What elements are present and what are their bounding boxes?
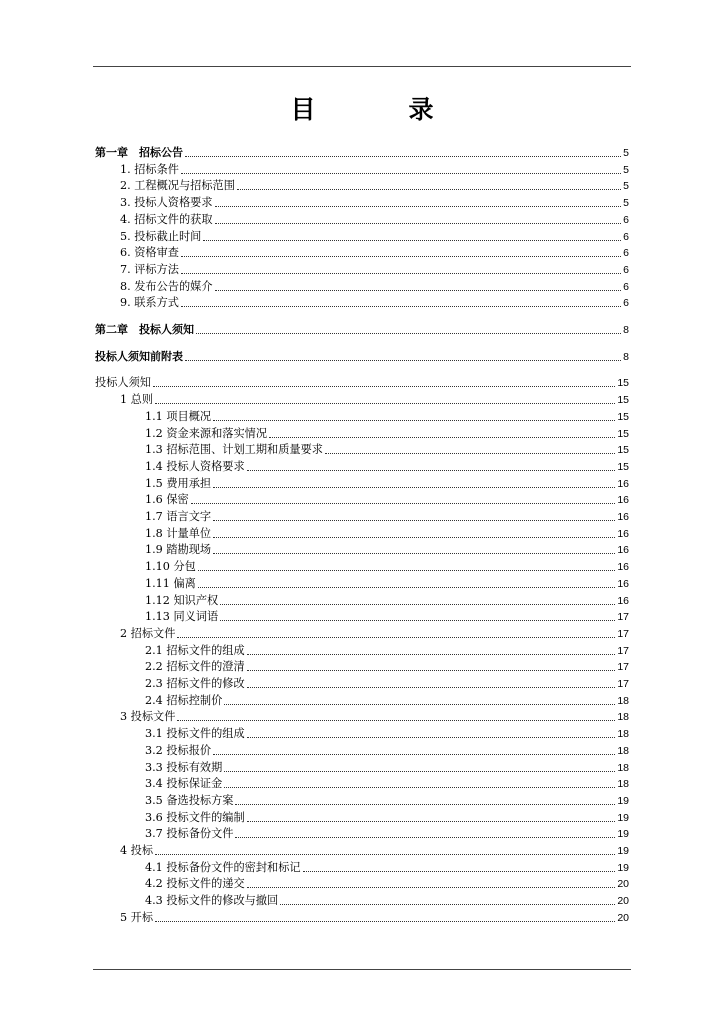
toc-entry-title: 2. 工程概况与招标范围 — [120, 179, 235, 193]
toc-entry[interactable] — [120, 261, 629, 277]
toc-entry-title: 1.1 项目概况 — [145, 409, 212, 423]
toc-dot-leader — [155, 921, 615, 922]
toc-entry-title: 2 招标文件 — [120, 626, 176, 640]
toc-dot-leader — [247, 670, 616, 671]
toc-entry-title: 2.2 招标文件的澄清 — [145, 660, 245, 674]
toc-page-number: 6 — [623, 213, 629, 226]
toc-dot-leader — [215, 223, 622, 224]
toc-dot-leader — [213, 487, 615, 488]
toc-dot-leader — [303, 871, 616, 872]
toc-entry-title: 4 投标 — [120, 844, 154, 857]
toc-page-number: 19 — [617, 845, 629, 857]
toc-entry-title: 1.7 语言文字 — [145, 510, 212, 523]
toc-dot-leader — [247, 470, 616, 471]
toc-entry[interactable] — [120, 294, 629, 310]
toc-entry[interactable] — [95, 321, 629, 337]
toc-entry-title: 7. 评标方法 — [120, 262, 179, 276]
toc-page-number: 8 — [623, 350, 629, 363]
toc-entry-title: 3.4 投标保证金 — [145, 777, 223, 791]
toc-entry-title: 4. 招标文件的获取 — [120, 212, 213, 226]
toc-entry[interactable] — [95, 144, 629, 160]
toc-entry[interactable] — [145, 558, 629, 574]
toc-entry-title: 3. 投标人资格要求 — [120, 196, 213, 210]
toc-page-number: 6 — [623, 297, 629, 310]
toc-entry[interactable] — [145, 425, 629, 441]
toc-dot-leader — [155, 854, 615, 855]
toc-dot-leader — [213, 537, 615, 538]
toc-dot-leader — [181, 273, 621, 274]
toc-entry-title: 3.1 投标文件的组成 — [145, 727, 245, 741]
toc-entry[interactable] — [145, 525, 629, 541]
toc-entry[interactable] — [120, 625, 629, 641]
toc-entry-title: 2.1 招标文件的组成 — [145, 643, 245, 657]
toc-page-number: 17 — [617, 644, 629, 657]
toc-entry-title: 4.1 投标备份文件的密封和标记 — [145, 860, 301, 874]
toc-dot-leader — [198, 587, 615, 588]
toc-page-number: 16 — [617, 477, 629, 490]
toc-entry-title: 5 开标 — [120, 910, 154, 924]
toc-dot-leader — [181, 256, 621, 257]
footer-rule — [93, 969, 631, 970]
toc-entry-title: 1. 招标条件 — [120, 162, 179, 176]
toc-entry-title: 9. 联系方式 — [120, 296, 179, 310]
toc-entry[interactable] — [145, 608, 629, 624]
toc-dot-leader — [191, 503, 616, 504]
toc-dot-leader — [237, 189, 621, 190]
toc-entry[interactable] — [120, 244, 629, 260]
toc-entry[interactable] — [120, 194, 629, 210]
toc-entry[interactable] — [145, 458, 629, 474]
toc-page-number: 6 — [623, 247, 629, 260]
toc-page-number: 15 — [617, 444, 629, 457]
toc-entry-title: 1.5 费用承担 — [145, 476, 212, 490]
toc-dot-leader — [181, 173, 621, 174]
toc-entry[interactable] — [145, 441, 629, 457]
toc-entry[interactable] — [120, 211, 629, 227]
toc-entry-title: 1.10 分包 — [145, 560, 196, 574]
toc-dot-leader — [215, 206, 622, 207]
toc-page-number: 18 — [617, 694, 629, 707]
toc-dot-leader — [235, 804, 615, 805]
toc-page-number: 5 — [623, 147, 629, 159]
toc-entry[interactable] — [145, 775, 629, 791]
toc-page-number: 16 — [617, 577, 629, 590]
toc-dot-leader — [185, 360, 621, 361]
toc-dot-leader — [224, 704, 615, 705]
toc-entry[interactable] — [145, 475, 629, 491]
toc-dot-leader — [325, 453, 615, 454]
toc-page-number: 18 — [617, 728, 629, 741]
toc-dot-leader — [177, 720, 615, 721]
toc-dot-leader — [213, 754, 615, 755]
toc-entry-title: 1 总则 — [120, 393, 154, 407]
toc-entry[interactable] — [120, 177, 629, 193]
toc-entry[interactable] — [120, 842, 629, 858]
toc-entry[interactable] — [145, 742, 629, 758]
toc-page-number: 20 — [617, 878, 629, 891]
toc-entry-title: 5. 投标截止时间 — [120, 229, 202, 243]
toc-page-number: 16 — [617, 544, 629, 557]
toc-page-number: 20 — [617, 911, 629, 924]
toc-dot-leader — [247, 737, 616, 738]
toc-page-number: 20 — [617, 895, 629, 908]
toc-page-number: 18 — [617, 711, 629, 724]
toc-entry-title: 1.6 保密 — [145, 493, 189, 507]
toc-dot-leader — [224, 787, 615, 788]
toc-entry[interactable] — [145, 491, 629, 507]
toc-page-number: 17 — [617, 627, 629, 640]
toc-entry-title: 投标人须知 — [95, 376, 151, 390]
toc-page-number: 5 — [623, 163, 629, 176]
toc-dot-leader — [220, 620, 615, 621]
toc-entry-title: 1.12 知识产权 — [145, 593, 219, 607]
toc-page-number: 15 — [617, 460, 629, 473]
toc-entry-title: 1.2 资金来源和落实情况 — [145, 426, 268, 440]
toc-entry-title: 第二章 投标人须知 — [95, 323, 194, 336]
toc-entry[interactable] — [120, 228, 629, 244]
toc-entry[interactable] — [120, 278, 629, 294]
toc-dot-leader — [196, 333, 621, 334]
toc-dot-leader — [203, 240, 621, 241]
toc-dot-leader — [185, 156, 621, 157]
toc-dot-leader — [155, 403, 615, 404]
toc-dot-leader — [198, 570, 615, 571]
toc-dot-leader — [220, 604, 615, 605]
toc-entry[interactable] — [145, 642, 629, 658]
toc-page-number: 17 — [617, 678, 629, 690]
toc-entry[interactable] — [145, 825, 629, 841]
toc-entry-title: 3 投标文件 — [120, 710, 176, 724]
toc-page-number: 16 — [617, 511, 629, 523]
toc-dot-leader — [215, 290, 622, 291]
toc-entry[interactable] — [120, 161, 629, 177]
toc-entry-title: 第一章 招标公告 — [95, 146, 183, 159]
toc-entry-title: 1.3 招标范围、计划工期和质量要求 — [145, 443, 323, 457]
toc-page-number: 15 — [617, 427, 629, 440]
toc-entry[interactable] — [145, 541, 629, 557]
toc-page-number: 19 — [617, 861, 629, 874]
toc-dot-leader — [213, 553, 615, 554]
toc-page-number: 19 — [617, 828, 629, 841]
toc-entry-title: 1.11 偏离 — [145, 576, 196, 590]
toc-entry-title: 4.2 投标文件的递交 — [145, 877, 245, 891]
toc-dot-leader — [213, 420, 615, 421]
toc-page-number: 17 — [617, 611, 629, 624]
toc-entry-title: 3.5 备选投标方案 — [145, 793, 234, 807]
toc-page-number: 19 — [617, 794, 629, 807]
toc-entry[interactable] — [145, 759, 629, 775]
toc-entry[interactable] — [145, 875, 629, 891]
toc-dot-leader — [224, 771, 615, 772]
toc-page-number: 6 — [623, 280, 629, 293]
toc-page-number: 18 — [617, 778, 629, 791]
toc-page-number: 16 — [617, 527, 629, 540]
toc-page-number: 5 — [623, 197, 629, 210]
toc-entry[interactable] — [145, 859, 629, 875]
toc-entry[interactable] — [145, 408, 629, 424]
toc-dot-leader — [247, 687, 616, 688]
toc-entry[interactable] — [145, 725, 629, 741]
toc-dot-leader — [247, 654, 616, 655]
toc-entry-title: 1.9 踏勘现场 — [145, 543, 212, 557]
toc-entry[interactable] — [145, 658, 629, 674]
toc-entry-title: 2.3 招标文件的修改 — [145, 677, 245, 690]
toc-entry[interactable] — [145, 508, 629, 524]
toc-page-number: 18 — [617, 744, 629, 757]
header-rule — [93, 66, 631, 67]
toc-dot-leader — [153, 386, 615, 387]
toc-page-number: 19 — [617, 811, 629, 824]
toc-entry-title: 3.7 投标备份文件 — [145, 827, 234, 841]
toc-entry-title: 6. 资格审查 — [120, 246, 179, 260]
toc-dot-leader — [213, 520, 615, 521]
toc-entry[interactable] — [145, 692, 629, 708]
toc-page-number: 17 — [617, 661, 629, 674]
toc-dot-leader — [235, 837, 615, 838]
toc-dot-leader — [247, 887, 616, 888]
toc-page-number: 15 — [617, 410, 629, 423]
toc-entry[interactable] — [120, 391, 629, 407]
toc-entry[interactable] — [95, 374, 629, 390]
toc-entry-title: 3.2 投标报价 — [145, 743, 212, 757]
toc-entry-title: 1.13 同义词语 — [145, 610, 219, 624]
toc-entry-title: 4.3 投标文件的修改与撤回 — [145, 894, 279, 908]
toc-entry-title: 8. 发布公告的媒介 — [120, 279, 213, 293]
toc-page-number: 18 — [617, 761, 629, 774]
toc-entry[interactable] — [145, 792, 629, 808]
toc-entry[interactable] — [145, 575, 629, 591]
toc-entry[interactable] — [120, 708, 629, 724]
toc-page-number: 5 — [623, 180, 629, 193]
toc-entry-title: 1.4 投标人资格要求 — [145, 459, 245, 473]
toc-entry-title: 投标人须知前附表 — [95, 349, 183, 363]
toc-page-number: 16 — [617, 494, 629, 507]
toc-page-number: 16 — [617, 561, 629, 574]
toc-entry[interactable] — [95, 348, 629, 364]
toc-entry-title: 3.3 投标有效期 — [145, 760, 223, 774]
toc-page-number: 6 — [623, 263, 629, 276]
toc-entry[interactable] — [120, 909, 629, 925]
toc-page-number: 15 — [617, 377, 629, 390]
toc-dot-leader — [177, 637, 615, 638]
toc-entry-title: 2.4 招标控制价 — [145, 693, 223, 707]
toc-dot-leader — [269, 437, 615, 438]
toc-dot-leader — [181, 306, 621, 307]
toc-entry[interactable] — [145, 592, 629, 608]
toc-page-number: 6 — [623, 230, 629, 243]
toc-entry-title: 3.6 投标文件的编制 — [145, 810, 245, 824]
toc-page-number: 15 — [617, 394, 629, 407]
toc-page-number: 8 — [623, 324, 629, 336]
toc-dot-leader — [280, 904, 615, 905]
page-title: 目 录 — [290, 95, 468, 124]
toc-entry-title: 1.8 计量单位 — [145, 526, 212, 540]
toc-entry[interactable] — [145, 892, 629, 908]
toc-dot-leader — [247, 821, 616, 822]
toc-entry[interactable] — [145, 809, 629, 825]
toc-page-number: 16 — [617, 594, 629, 607]
toc-entry[interactable] — [145, 675, 629, 691]
